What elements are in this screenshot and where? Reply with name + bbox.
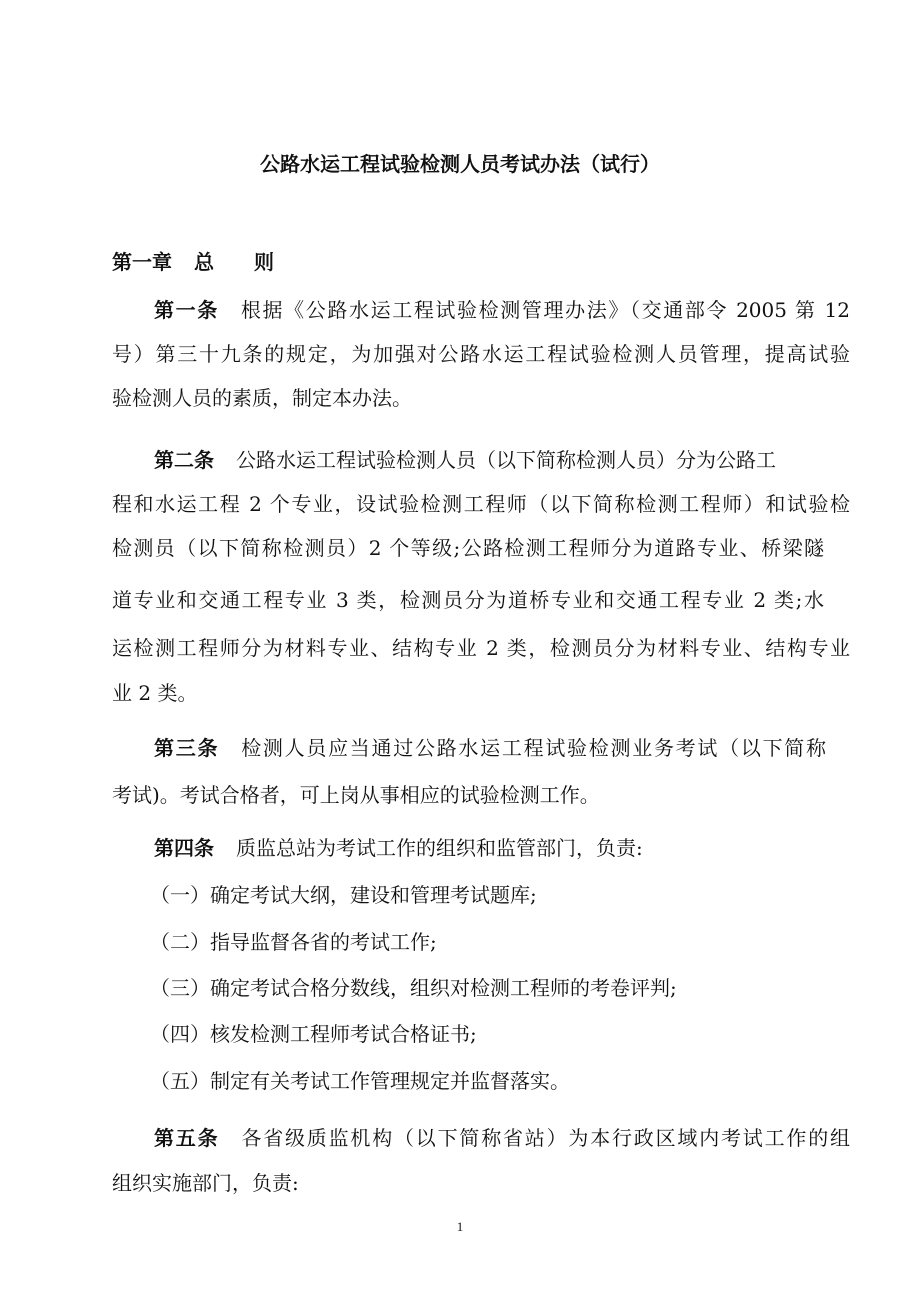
article-5-line-2: 组织实施部门，负责: [112,1171,299,1195]
article-5-line-1 [154,1126,850,1150]
article-1-line-2: 号）第三十九条的规定，为加强对公路水运工程试验检测人员管理，提高试验 [112,342,850,366]
article-1-line-1 [154,298,850,322]
article-3-line-2: 考试)。考试合格者，可上岗从事相应的试验检测工作。 [112,783,600,807]
article-text: 各省级质监机构（以下简称省站）为本行政区域内考试工作的组 [241,1126,851,1150]
chapter-heading [112,246,314,275]
article-text: 公路水运工程试验检测人员（以下简称检测人员）分为公路工 [236,448,776,472]
article-text: 检测人员应当通过公路水运工程试验检测业务考试（以下简称 [241,736,827,760]
article-2-line-6: 业 2 类。 [112,681,198,705]
article-2-line-4: 道专业和交通工程专业 3 类，检测员分为道桥专业和交通工程专业 2 类;水 [112,588,824,612]
article-2-line-2: 程和水运工程 2 个专业，设试验检测工程师（以下简称检测工程师）和试验检 [112,492,850,516]
article-4-line-1 [154,836,643,860]
article-1-line-3: 验检测人员的素质，制定本办法。 [112,386,412,410]
article-2-line-3: 检测员（以下简称检测员）2 个等级;公路检测工程师分为道路专业、桥梁隧 [112,536,824,560]
chapter-title-part2: 则 [254,250,274,274]
article-2-line-5: 运检测工程师分为材料专业、结构专业 2 类，检测员分为材料专业、结构专业 [112,636,850,660]
article-2-line-1 [154,448,776,472]
article-4-item-1: （一）确定考试大纲，建设和管理考试题库; [150,883,537,907]
article-label: 第四条 [154,836,214,860]
article-4-item-2: （二）指导监督各省的考试工作; [150,930,437,954]
article-text: 质监总站为考试工作的组织和监管部门，负责: [236,836,643,860]
article-label: 第二条 [154,448,214,472]
article-text: 根据《公路水运工程试验检测管理办法》（交通部令 2005 第 12 [240,298,850,322]
article-4-item-5: （五）制定有关考试工作管理规定并监督落实。 [150,1069,570,1093]
article-3-line-1 [154,736,826,760]
article-4-item-3: （三）确定考试合格分数线，组织对检测工程师的考卷评判; [150,976,677,1000]
article-label: 第一条 [154,298,219,322]
article-label: 第五条 [154,1126,220,1150]
chapter-number: 第一章 [112,250,172,274]
document-title: 公路水运工程试验检测人员考试办法（试行） [260,152,660,176]
chapter-title-part1: 总 [194,250,214,274]
article-label: 第三条 [154,736,220,760]
article-4-item-4: （四）核发检测工程师考试合格证书; [150,1022,477,1046]
page-number: 1 [456,1219,464,1234]
